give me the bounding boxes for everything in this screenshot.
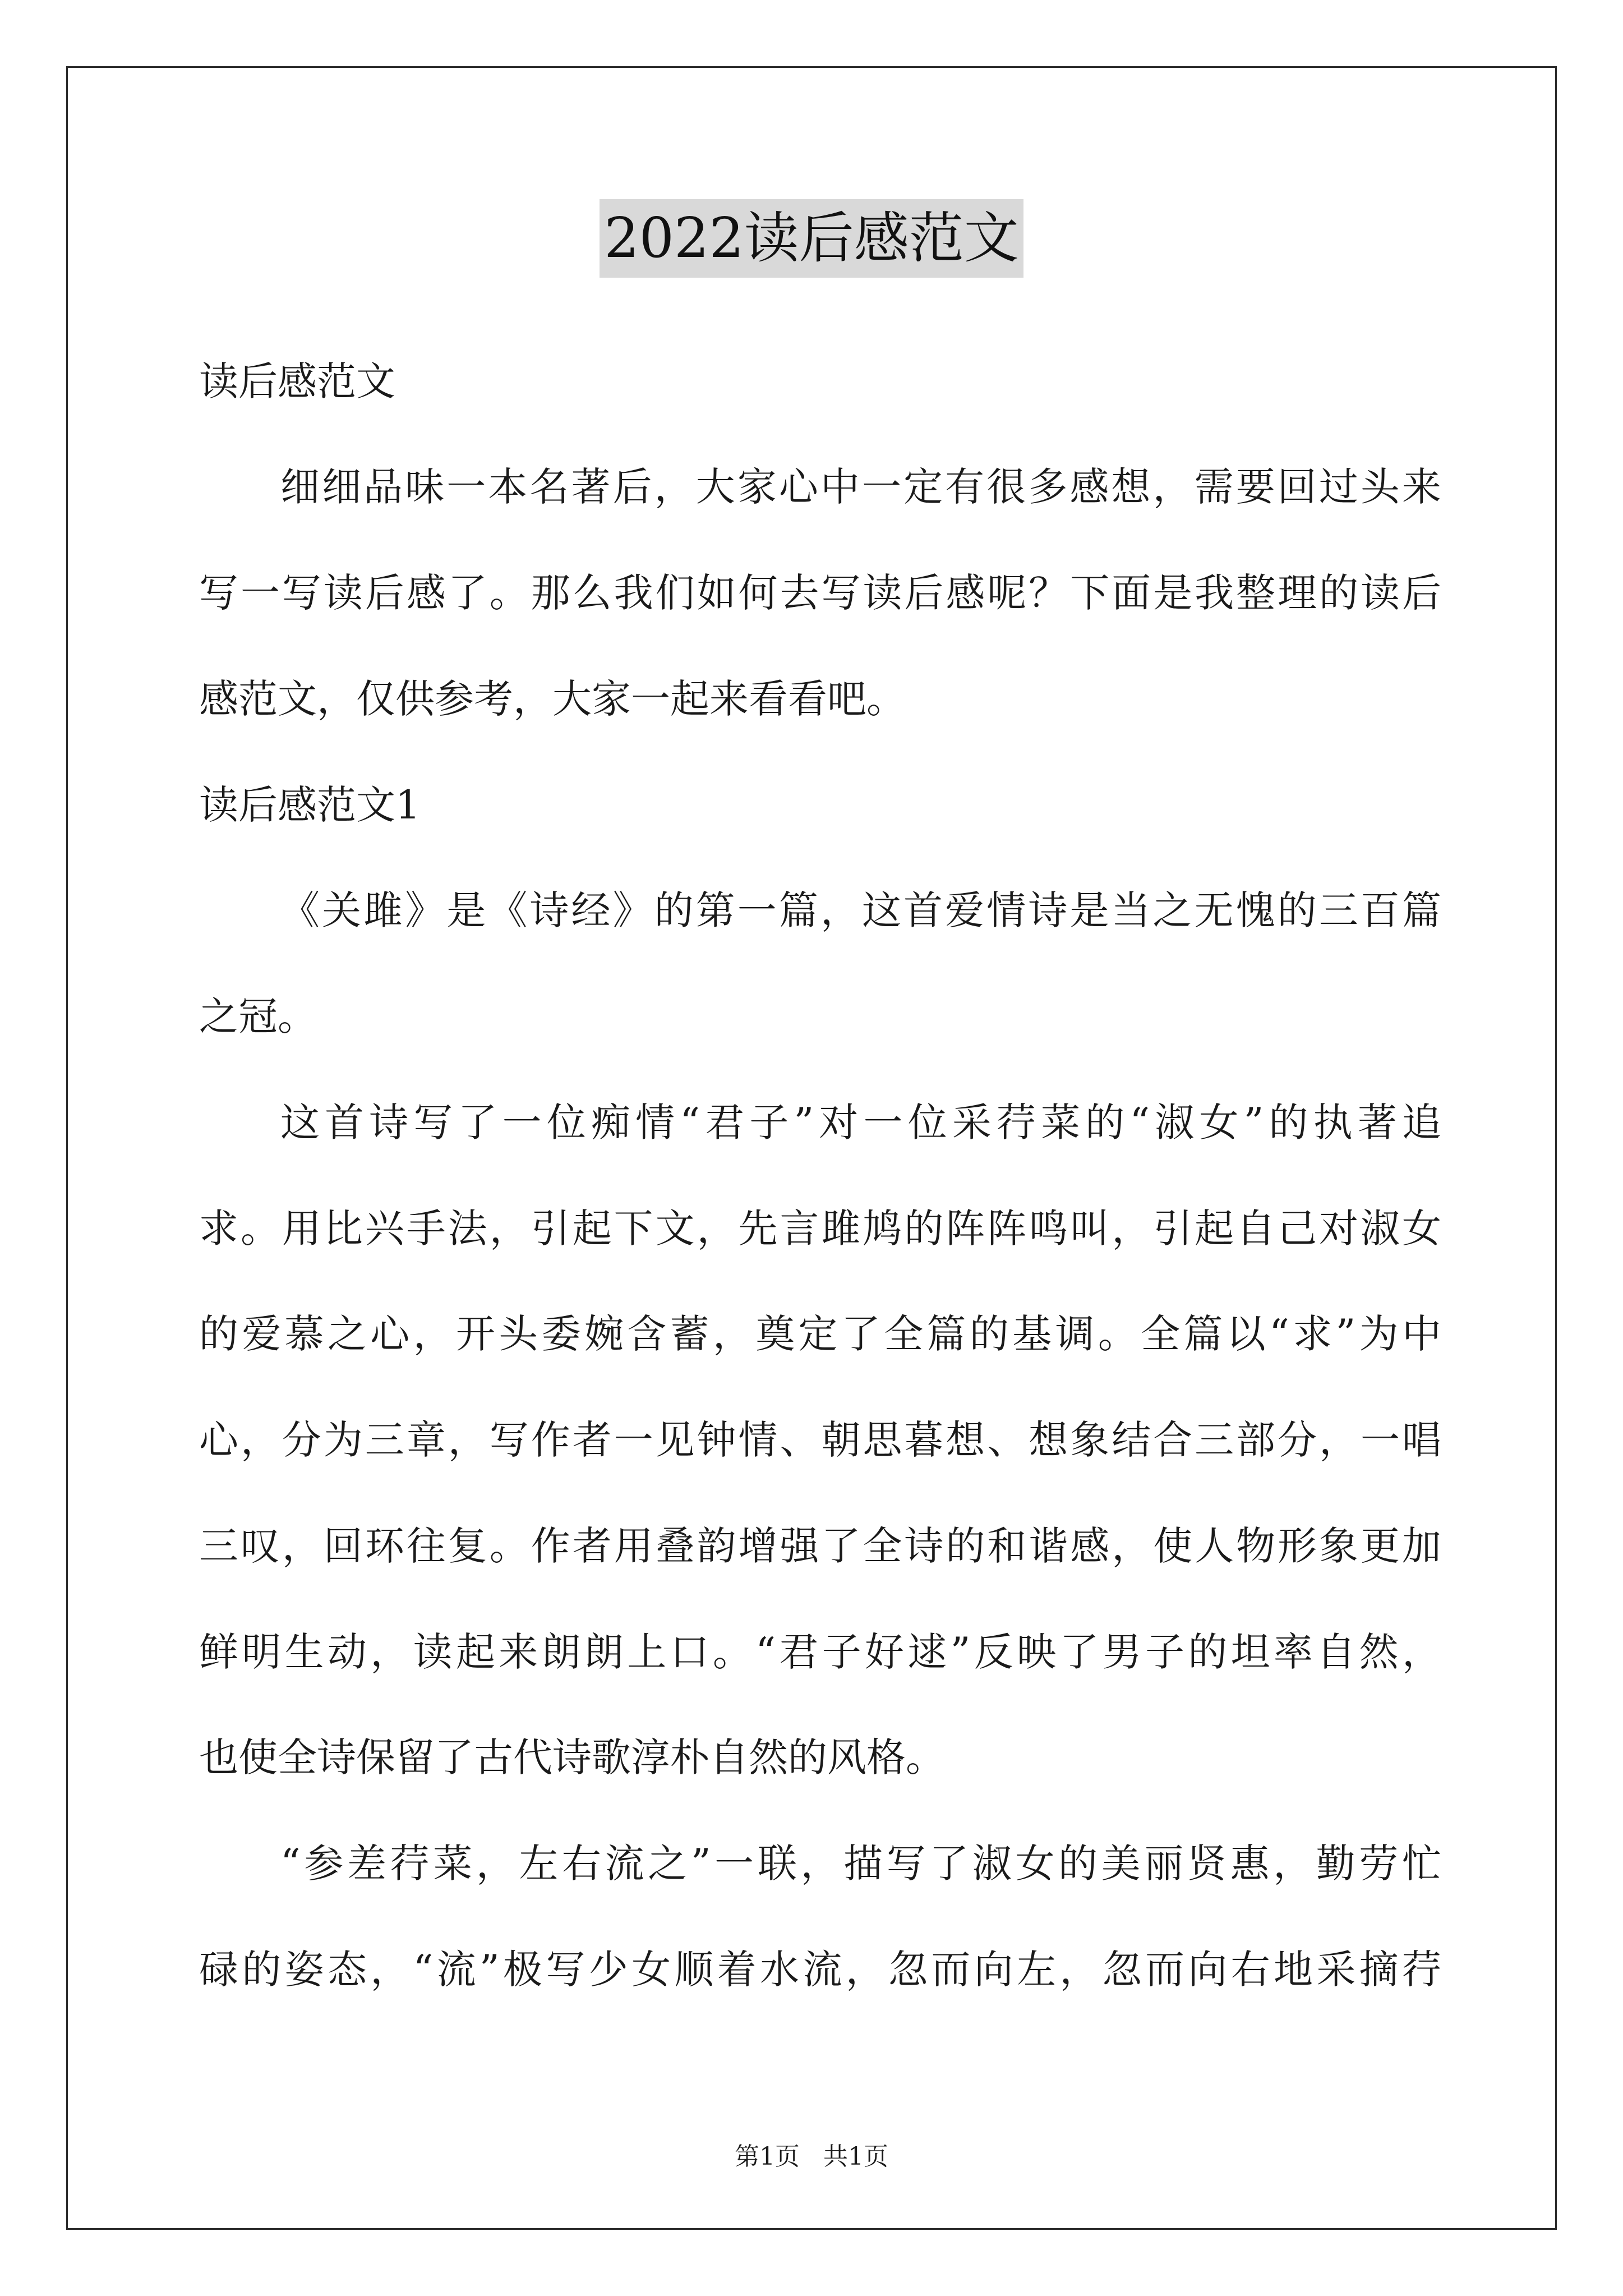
- paragraph-line: 也使全诗保留了古代诗歌淳朴自然的风格。: [199, 1734, 945, 1780]
- paragraph-line: 求。用比兴手法，引起下文，先言雎鸠的阵阵鸣叫，引起自己对淑女: [199, 1205, 1441, 1251]
- paragraph-line: “参差荇菜，左右流之”一联，描写了淑女的美丽贤惠，勤劳忙: [280, 1841, 1441, 1887]
- paragraph-line: 三叹，回环往复。作者用叠韵增强了全诗的和谐感，使人物形象更加: [199, 1523, 1441, 1569]
- intro-line: 感范文，仅供参考，大家一起来看看吧。: [199, 676, 906, 722]
- paragraph-line: 《关雎》是《诗经》的第一篇，这首爱情诗是当之无愧的三百篇: [280, 887, 1441, 933]
- intro-heading: 读后感范文: [199, 358, 395, 404]
- page-footer: 第1页 共1页: [735, 2142, 888, 2171]
- paragraph-line: 碌的姿态，“流”极写少女顺着水流，忽而向左，忽而向右地采摘荇: [199, 1947, 1441, 1993]
- intro-line: 写一写读后感了。那么我们如何去写读后感呢？下面是我整理的读后: [199, 570, 1441, 616]
- section-heading-1: 读后感范文1: [199, 782, 421, 828]
- paragraph-line: 之冠。: [199, 993, 317, 1039]
- paragraph-line: 心，分为三章，写作者一见钟情、朝思暮想、想象结合三部分，一唱: [199, 1417, 1441, 1463]
- paragraph-line: 鲜明生动，读起来朗朗上口。“君子好逑”反映了男子的坦率自然，: [199, 1629, 1441, 1675]
- title-container: [0, 199, 1623, 278]
- document-title: 2022读后感范文: [600, 199, 1023, 278]
- intro-line: 细细品味一本名著后，大家心中一定有很多感想，需要回过头来: [280, 464, 1441, 510]
- paragraph-line: 的爱慕之心，开头委婉含蓄，奠定了全篇的基调。全篇以“求”为中: [199, 1311, 1441, 1357]
- paragraph-line: 这首诗写了一位痴情“君子”对一位采荇菜的“淑女”的执著追: [280, 1099, 1441, 1145]
